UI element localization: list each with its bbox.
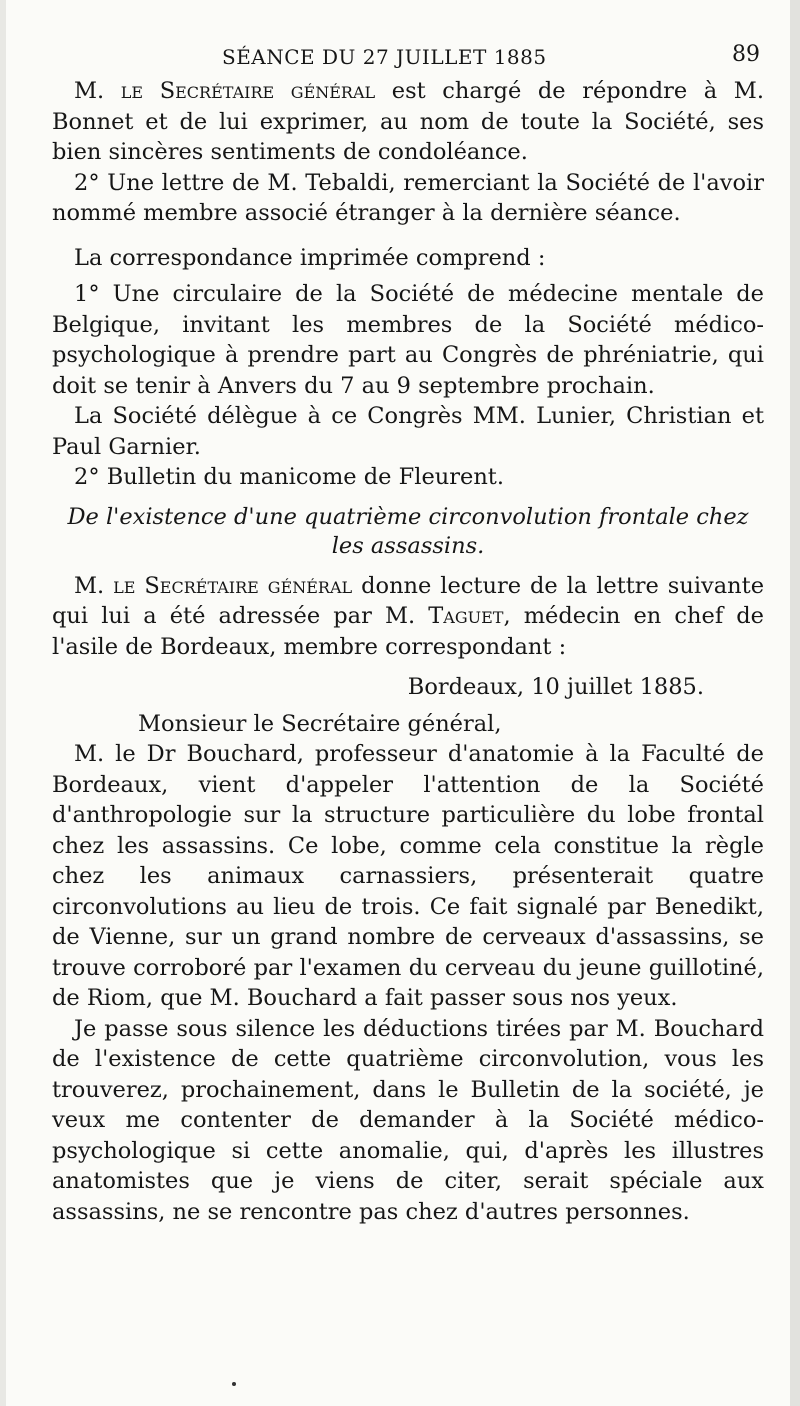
paragraph-delegates: La Société délègue à ce Congrès MM. Lunier, Christian et Paul Garnier. xyxy=(52,403,764,460)
section-title xyxy=(52,503,764,561)
section-title-line-1: De l'existence d'une quatrième circonvolution frontale chez xyxy=(67,503,749,530)
paragraph-letter-intro xyxy=(52,571,764,663)
secretary-name-2: M. le Secrétaire général xyxy=(74,572,353,599)
paragraph-bulletin: 2° Bulletin du manicome de Fleurent. xyxy=(74,464,505,490)
running-header xyxy=(52,40,764,74)
page-number: 89 xyxy=(732,42,760,67)
running-title: SÉANCE DU 27 JUILLET 1885 xyxy=(222,45,547,69)
page-text-block xyxy=(52,40,764,1227)
letter-date: Bordeaux, 10 juillet 1885. xyxy=(407,674,704,700)
paragraph-tebaldi: 2° Une lettre de M. Tebaldi, remerciant la Société de l'avoir nommé membre associé étranger à la dernière séance. xyxy=(52,169,764,226)
author-name: Taguet xyxy=(428,603,504,629)
page-dot-mark xyxy=(232,1382,236,1386)
paragraph-circular: 1° Une circulaire de la Société de médecine mentale de Belgique, invitant les membres de la Société médico-psychologique à prendre part au Congrès de phréniatrie, qui doit se tenir à Anvers du 7 au 9 septembre prochain. xyxy=(52,281,764,399)
paragraph-deductions: Je passe sous silence les déductions tirées par M. Bouchard de l'existence de cette quatrième circonvolution, vous les trouverez, prochainement, dans le Bulletin de la société, je veux me contenter de demander à la Société médico-psychologique si cette anomalie, qui, d'après les illustres anatomistes que je viens de citer, serait spéciale aux assassins, ne se rencontre pas chez d'autres personnes. xyxy=(52,1015,764,1225)
letter-intro-text-a: donne lecture de la lettre suivante qui lui a été adressée par M. xyxy=(52,572,765,629)
letter-intro-text-b: , médecin en chef de l'asile de Bordeaux, membre correspondant : xyxy=(52,603,764,660)
paragraph-printed-correspondence: La correspondance imprimée comprend : xyxy=(74,244,546,271)
paragraph-bouchard: M. le Dr Bouchard, professeur d'anatomie à la Faculté de Bordeaux, vient d'appeler l'attention de la Société d'anthropologie sur la structure particulière du lobe frontal chez les assassins. Ce lobe, comme cela constitue la règle chez les animaux carnassiers, présenterait quatre circonvolutions au lieu de trois. Ce fait signalé par Benedikt, de Vienne, sur un grand nombre de cerveaux d'assassins, se trouve corroboré par l'examen du cerveau du jeune guillotiné, de Riom, que M. Bouchard a fait passer sous nos yeux. xyxy=(52,741,764,1011)
letter-salutation: Monsieur le Secrétaire général, xyxy=(138,710,502,737)
paragraph-condolence-text: est chargé de répondre à M. Bonnet et de lui exprimer, au nom de toute la Société, ses bien sincères sentiments de condoléance. xyxy=(52,78,765,165)
paragraph-condolence xyxy=(52,76,764,168)
section-title-line-2: les assassins. xyxy=(331,532,485,559)
secretary-name: M. le Secrétaire général xyxy=(74,78,376,104)
